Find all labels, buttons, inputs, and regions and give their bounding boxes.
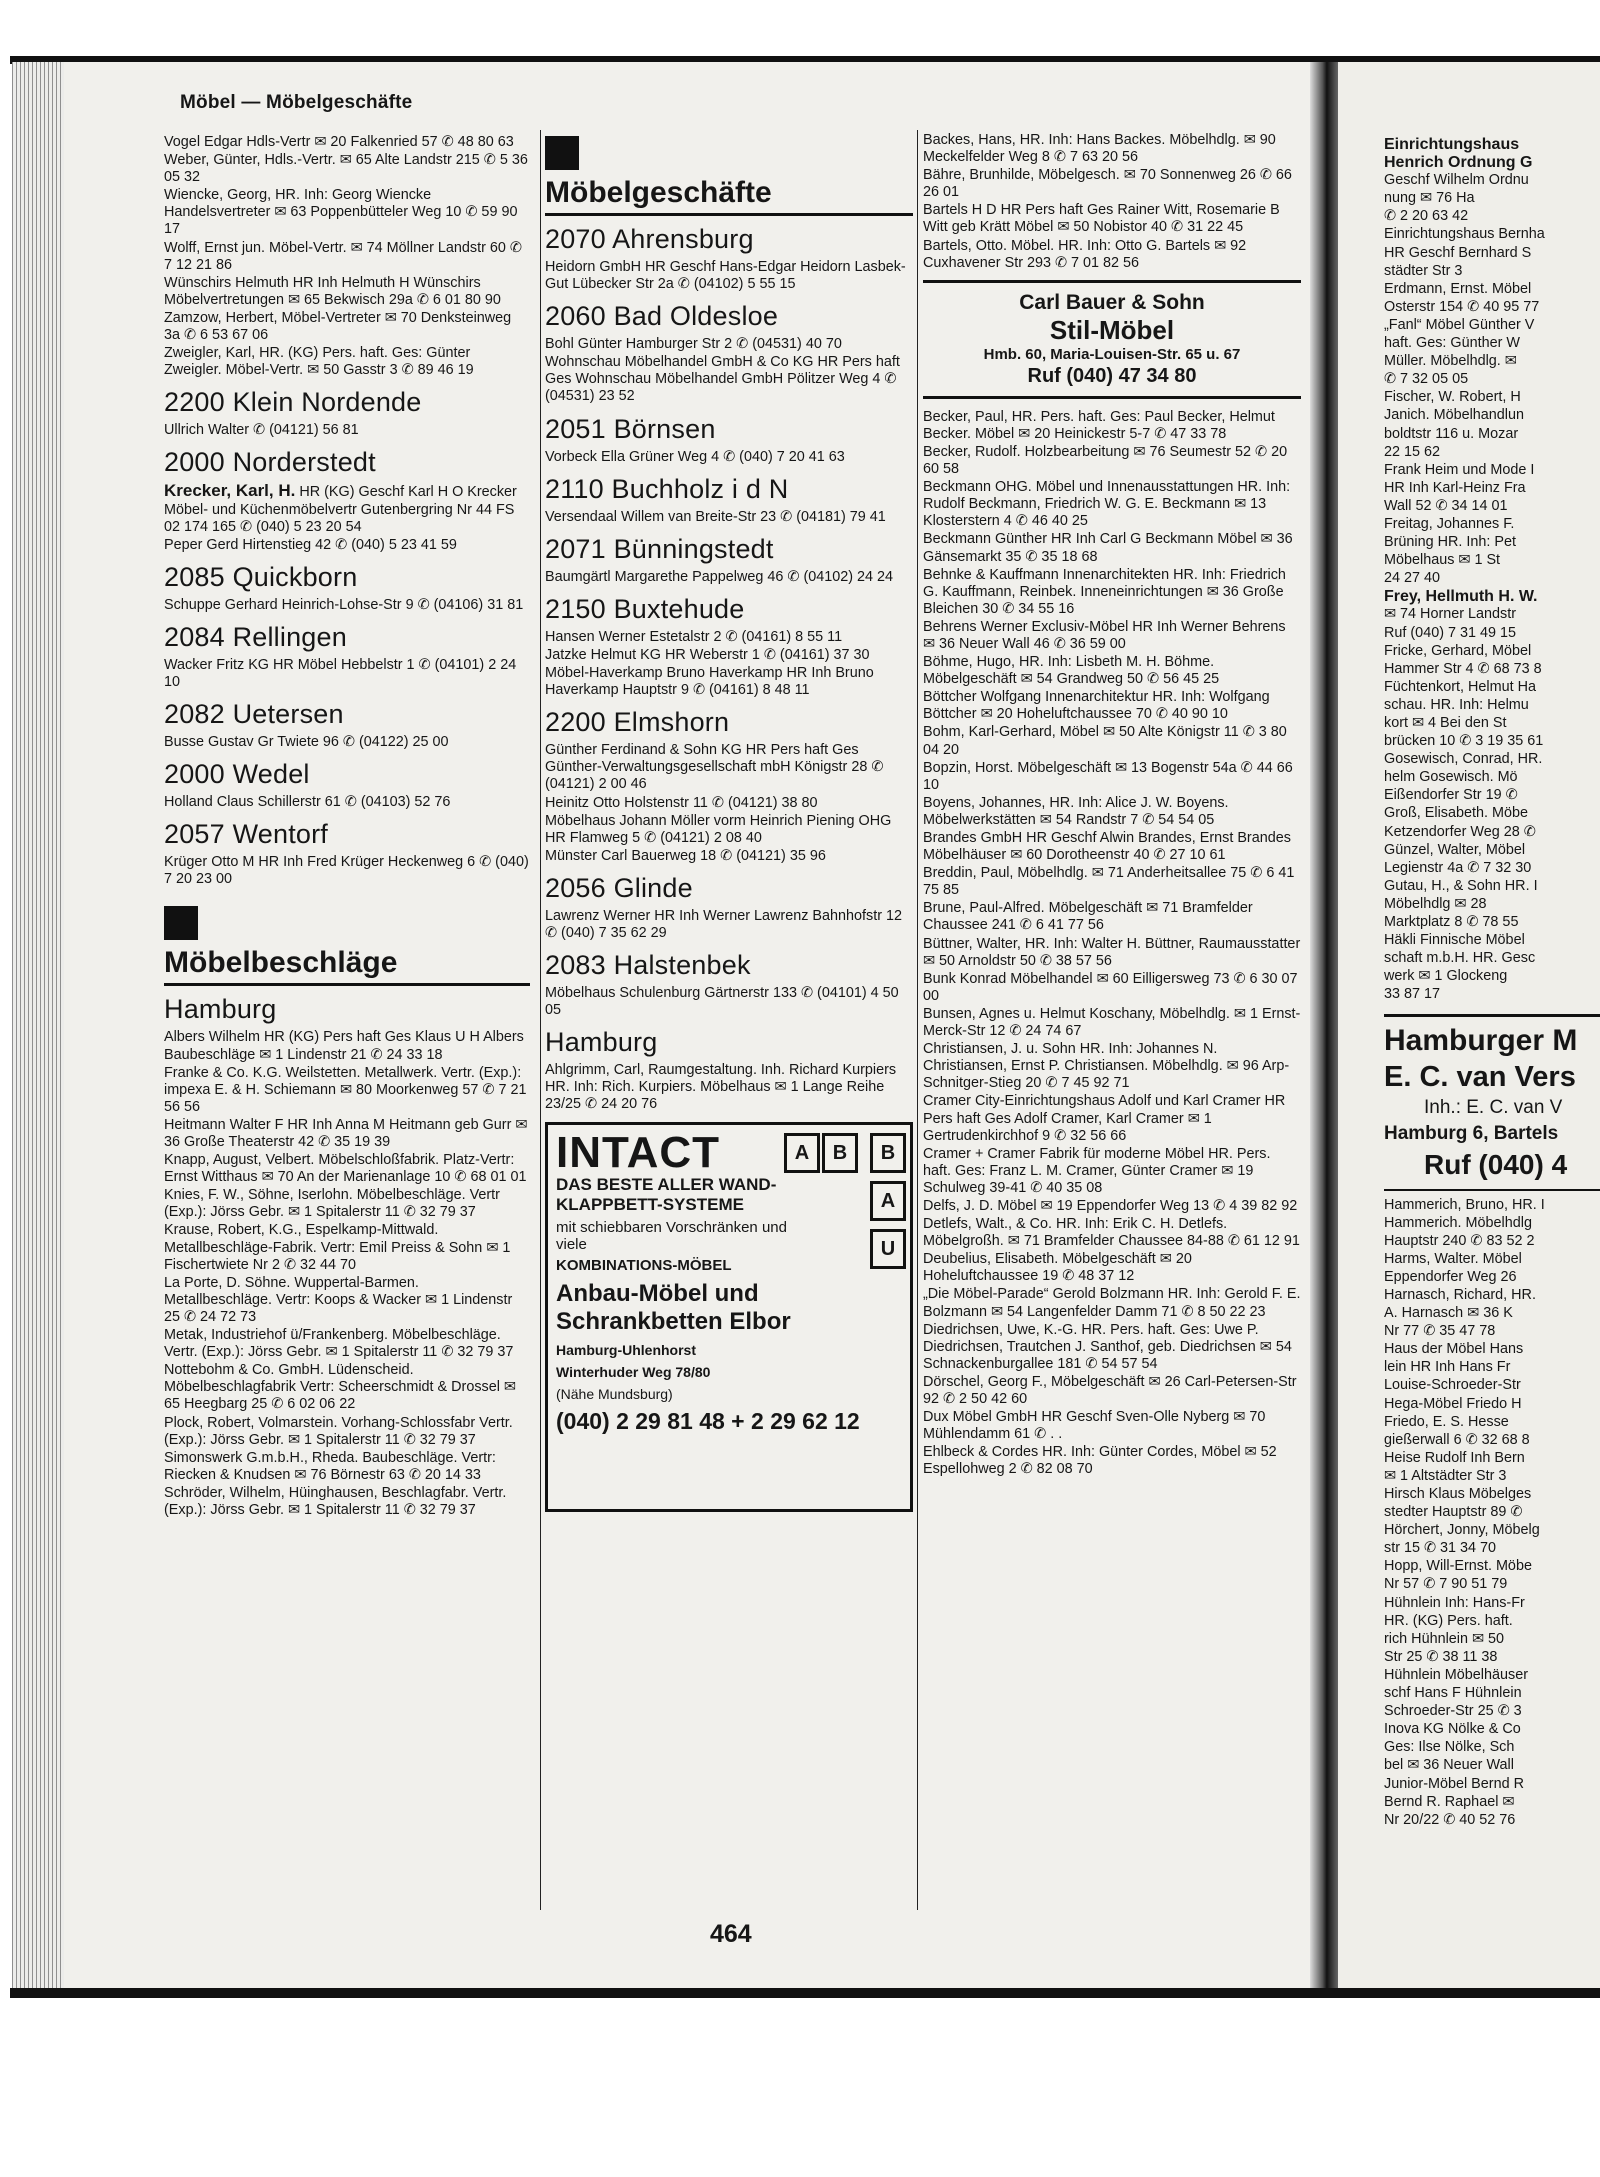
column-divider-1 [540, 130, 541, 1910]
entry: Gosewisch, Conrad, HR. [1384, 751, 1543, 768]
ad-line: Hamburg 6, Bartels [1384, 1122, 1559, 1144]
place-heading: 2150 Buxtehude [545, 593, 745, 624]
entry: Schröder, Wilhelm, Hüinghausen, Beschlagfabr. Vertr. (Exp.): Jörss Gebr. ✉ 1 Spitalerstr 11 ✆ 32 79 37 [164, 1484, 507, 1518]
entry: Fricke, Gerhard, Möbel [1384, 642, 1532, 659]
entry: Günzel, Walter, Möbel [1384, 841, 1526, 858]
entry: Harms, Walter. Möbel [1384, 1250, 1522, 1267]
section-title: Möbelbeschläge [164, 946, 530, 986]
ad-line: Ruf (040) 4 [1424, 1148, 1568, 1180]
ad-address-line: Winterhuder Weg 78/80 [556, 1363, 711, 1380]
entry: Deubelius, Elisabeth. Möbelgeschäft ✉ 20 Hoheluftchaussee 19 ✆ 48 37 12 [923, 1251, 1192, 1285]
place-heading: 2200 Klein Nordende [164, 387, 422, 418]
entry: Marktplatz 8 ✆ 78 55 [1384, 914, 1519, 931]
entry: Eißendorfer Str 19 ✆ [1384, 787, 1518, 804]
entry: schf Hans F Hühnlein [1384, 1685, 1522, 1702]
section-title: Möbelgeschäfte [545, 176, 913, 216]
entry: 22 15 62 [1384, 443, 1441, 460]
entry: Brüning HR. Inh: Pet [1384, 534, 1516, 551]
place-heading: 2000 Norderstedt [164, 447, 376, 478]
entry: Günther Ferdinand & Sohn KG HR Pers haft Ges Günther-Verwaltungsgesellschaft mbH Königstr 28 ✆ (04121) 2 00 46 [545, 742, 884, 793]
entry: Janich. Möbelhandlun [1384, 407, 1525, 424]
place-heading: 2070 Ahrensburg [545, 224, 754, 254]
entry: Bähre, Brunhilde, Möbelgesch. ✉ 70 Sonnenweg 26 ✆ 66 26 01 [923, 167, 1292, 201]
entry: Krause, Robert, K.G., Espelkamp-Mittwald. Metallbeschläge-Fabrik. Vertr: Emil Preiss & Sohn ✉ 1 Fischertwiete Nr 2 ✆ 32 44 70 [164, 1222, 511, 1273]
entry: Nr 77 ✆ 35 47 78 [1384, 1323, 1496, 1340]
entry: Ketzendorfer Weg 28 ✆ [1384, 823, 1536, 840]
entry: Inova KG Nölke & Co [1384, 1721, 1521, 1738]
entry: Baumgärtl Margarethe Pappelweg 46 ✆ (04102) 24 24 [545, 568, 894, 585]
entry: Haus der Möbel Hans [1384, 1341, 1524, 1358]
ad-address-line: Hamburg-Uhlenhorst [556, 1341, 696, 1358]
entry: rich Hühnlein ✉ 50 [1384, 1630, 1505, 1647]
place-heading: 2084 Rellingen [164, 621, 347, 652]
entry: Vorbeck Ella Grüner Weg 4 ✆ (040) 7 20 41 63 [545, 448, 845, 465]
entry: Hansen Werner Estetalstr 2 ✆ (04161) 8 55 11 [545, 628, 843, 645]
entry: Delfs, J. D. Möbel ✉ 19 Eppendorfer Weg 13 ✆ 4 39 82 92 [923, 1197, 1298, 1214]
entry: Zweigler, Karl, HR. (KG) Pers. haft. Ges: Günter Zweigler. Möbel-Vertr. ✉ 50 Gasstr 3 ✆ 89 46 19 [164, 345, 474, 379]
entry: Jatzke Helmut KG HR Weberstr 1 ✆ (04161) 37 30 [545, 646, 870, 663]
entry: Erdmann, Ernst. Möbel [1384, 280, 1532, 297]
place-heading: 2200 Elmshorn [545, 707, 730, 738]
entry: Bunsen, Agnes u. Helmut Koschany, Möbelhdlg. ✉ 1 Ernst-Merck-Str 12 ✆ 24 74 67 [923, 1005, 1301, 1040]
entry: Brandes GmbH HR Geschf Alwin Brandes, Ernst Brandes Möbelhäuser ✉ 60 Dorotheenstr 40 ✆ 27 10 61 [923, 830, 1291, 864]
entry: Becker, Paul, HR. Pers. haft. Ges: Paul Becker, Helmut Becker. Möbel ✉ 20 Heinickestr 5-7 ✆ 47 33 78 [923, 408, 1275, 442]
entry: Friedo, E. S. Hesse [1384, 1413, 1509, 1430]
entry: nung ✉ 76 Ha [1384, 190, 1475, 207]
entry: kort ✉ 4 Bei den St [1384, 715, 1507, 731]
entry: Junior-Möbel Bernd R [1384, 1775, 1524, 1792]
place-heading: 2000 Wedel [164, 759, 310, 790]
place-heading: 2056 Glinde [545, 872, 693, 903]
ad-headline: Anbau-Möbel und Schrankbetten Elbor [556, 1279, 791, 1335]
entry: Holland Claus Schillerstr 61 ✆ (04103) 52 76 [164, 794, 451, 811]
entry: Füchtenkort, Helmut Ha [1384, 678, 1536, 695]
column-divider-2 [917, 130, 918, 1910]
bauer-advertisement [923, 280, 1301, 399]
place-heading: 2110 Buchholz i d N [545, 473, 789, 504]
entry: Vogel Edgar Hdls-Vertr ✉ 20 Falkenried 57 ✆ 48 80 63 [164, 134, 514, 150]
entry-list-b [923, 409, 1301, 1479]
ad-line: E. C. van Vers [1384, 1060, 1576, 1093]
ad-subtagline-bold: KOMBINATIONS-MÖBEL [556, 1256, 732, 1274]
place-list [545, 223, 913, 1114]
entry-name-bold: Krecker, Karl, H. [164, 481, 296, 501]
column-1 [164, 134, 530, 1520]
entry-text: HR (KG) Geschf Karl H O Krecker Möbel- und Küchenmöbelvertr Gutenbergring Nr 44 FS 02 174 165 ✆ (040) 5 23 20 54 [164, 484, 517, 535]
entry: Wünschirs Helmuth HR Inh Helmuth H Wünschirs Möbelvertretungen ✉ 65 Bekwisch 29a ✆ 6 01 80 90 [164, 274, 501, 308]
entry: HR Geschf Bernhard S [1384, 244, 1532, 261]
place-heading: 2071 Bünningstedt [545, 533, 774, 564]
entry: HR. (KG) Pers. haft. [1384, 1612, 1513, 1629]
entry: Ullrich Walter ✆ (04121) 56 81 [164, 422, 359, 439]
van-vers-advertisement [1384, 1014, 1600, 1191]
entry-list-b [1384, 1197, 1600, 1829]
entry: Louise-Schroeder-Str [1384, 1377, 1521, 1394]
entry: Peper Gerd Hirtenstieg 42 ✆ (040) 5 23 41 59 [164, 536, 457, 553]
entry: Breddin, Paul, Möbelhdlg. ✉ 71 Anderheitsallee 75 ✆ 6 41 75 85 [923, 865, 1295, 899]
entry [164, 482, 530, 535]
ad-tagline: DAS BESTE ALLER WAND-KLAPPBETT-SYSTEME [556, 1174, 777, 1214]
letter-box: B [822, 1133, 858, 1173]
entry: Behnke & Kauffmann Innenarchitekten HR. Inh: Friedrich G. Kauffmann, Reinbek. Inneneinrichtungen ✉ 36 Große Bleichen 30 ✆ 34 55 16 [923, 566, 1286, 617]
entry: Busse Gustav Gr Twiete 96 ✆ (04122) 25 00 [164, 734, 449, 751]
letter-box: A [784, 1133, 820, 1173]
entry: Plock, Robert, Volmarstein. Vorhang-Schlossfabr Vertr.(Exp.): Jörss Gebr. ✉ 1 Spitalerstr 11 ✆ 32 79 37 [164, 1414, 513, 1448]
book-gutter [1310, 62, 1338, 1988]
entry: Ahlgrimm, Carl, Raumgestaltung. Inh. Richard Kurpiers HR. Inh: Rich. Kurpiers. Möbelhaus ✉ 1 Lange Reihe 23/25 ✆ 24 20 76 [545, 1062, 897, 1113]
vertical-letter-boxes [870, 1133, 902, 1277]
entry: Müller. Möbelhdlg. ✉ [1384, 353, 1517, 370]
entry: Wiencke, Georg, HR. Inh: Georg Wiencke Handelsvertreter ✉ 63 Poppenbütteler Weg 10 ✆ 59 90 17 [164, 187, 518, 238]
entry: Ruf (040) 7 31 49 15 [1384, 624, 1517, 641]
place-heading: Hamburg [545, 1027, 658, 1058]
entry: Möbelhdlg ✉ 28 [1384, 895, 1487, 912]
entry: Bernd R. Raphael ✉ [1384, 1793, 1515, 1810]
entry: gießerwall 6 ✆ 32 68 8 [1384, 1431, 1530, 1448]
ad-company-name: Carl Bauer & Sohn [1019, 290, 1205, 314]
entry: Eppendorfer Weg 26 [1384, 1268, 1517, 1285]
entry: Frank Heim und Mode I [1384, 461, 1535, 478]
entry: Str 25 ✆ 38 11 38 [1384, 1648, 1498, 1665]
place-heading: 2083 Halstenbek [545, 950, 751, 981]
entry: Heinitz Otto Holstenstr 11 ✆ (04121) 38 80 [545, 794, 818, 811]
entry: Böttcher Wolfgang Innenarchitektur HR. Inh: Wolfgang Böttcher ✉ 20 Hoheluftchaussee 70 ✆ 40 90 10 [923, 689, 1270, 723]
entry: Bopzin, Horst. Möbelgeschäft ✉ 13 Bogenstr 54a ✆ 44 66 10 [923, 759, 1293, 793]
entry: Hammerich. Möbelhdlg [1384, 1214, 1532, 1231]
entry: Fischer, W. Robert, H [1384, 389, 1521, 406]
entry: Freitag, Johannes F. [1384, 515, 1515, 532]
entry: boldtstr 116 u. Mozar [1384, 425, 1519, 442]
entry: Dux Möbel GmbH HR Geschf Sven-Olle Nyberg ✉ 70 Mühlendamm 61 ✆ . . [923, 1409, 1266, 1443]
entry: Hirsch Klaus Möbelges [1384, 1486, 1532, 1502]
entry: Versendaal Willem van Breite-Str 23 ✆ (04181) 79 41 [545, 508, 886, 525]
entry: stedter Hauptstr 89 ✆ [1384, 1504, 1523, 1521]
entry: helm Gosewisch. Mö [1384, 769, 1518, 786]
entry: Backes, Hans, HR. Inh: Hans Backes. Möbelhdlg. ✉ 90 Meckelfelder Weg 8 ✆ 7 63 20 56 [923, 132, 1276, 166]
entry: Böhme, Hugo, HR. Inh: Lisbeth M. H. Böhme. Möbelgeschäft ✉ 54 Grandweg 50 ✆ 56 45 25 [923, 654, 1220, 688]
entry: Hauptstr 240 ✆ 83 52 2 [1384, 1232, 1535, 1249]
entry: Bohl Günter Hamburger Str 2 ✆ (04531) 40 70 [545, 336, 842, 353]
entry: Hammer Str 4 ✆ 68 73 8 [1384, 660, 1542, 677]
entry: Bartels, Otto. Möbel. HR. Inh: Otto G. Bartels ✉ 92 Cuxhavener Str 293 ✆ 7 01 82 56 [923, 237, 1247, 271]
place-heading: 2082 Uetersen [164, 699, 344, 730]
entry: Osterstr 154 ✆ 40 95 77 [1384, 298, 1540, 315]
entry: 24 27 40 [1384, 570, 1441, 587]
entry: ✆ 2 20 63 42 [1384, 208, 1469, 225]
entry: Knapp, August, Velbert. Möbelschloßfabrik. Platz-Vertr: Ernst Witthaus ✉ 70 An der Marienanlage 10 ✆ 68 01 01 [164, 1152, 527, 1186]
entry: ✆ 7 32 05 05 [1384, 371, 1469, 388]
entry: Simonswerk G.m.b.H., Rheda. Baubeschläge. Vertr: Riecken & Knudsen ✉ 76 Börnestr 63 ✆ 20 14 33 [164, 1449, 496, 1483]
column-4-right-page [1384, 136, 1600, 1830]
entry: Möbelhaus Johann Möller vorm Heinrich Piening OHG HR Flamweg 5 ✆ (04121) 2 08 40 [545, 812, 892, 846]
entry: Schuppe Gerhard Heinrich-Lohse-Str 9 ✆ (04106) 31 81 [164, 596, 524, 613]
entry: Ges: Ilse Nölke, Sch [1384, 1739, 1515, 1756]
entry: Weber, Günter, Hdls.-Vertr. ✉ 65 Alte Landstr 215 ✆ 5 36 05 32 [164, 152, 528, 186]
entry: Legienstr 4a ✆ 7 32 30 [1384, 859, 1532, 876]
entry: Harnasch, Richard, HR. [1384, 1286, 1536, 1303]
entry: städter Str 3 [1384, 262, 1463, 279]
ad-headline: Stil-Möbel [1049, 314, 1175, 345]
entry: Behrens Werner Exclusiv-Möbel HR Inh Werner Behrens ✉ 36 Neuer Wall 46 ✆ 36 59 00 [923, 618, 1286, 652]
entry: Einrichtungshaus [1384, 136, 1520, 153]
entry: Schroeder-Str 25 ✆ 3 [1384, 1703, 1522, 1720]
ad-address: Hmb. 60, Maria-Louisen-Str. 65 u. 67 [983, 345, 1241, 363]
entry: Hopp, Will-Ernst. Möbe [1384, 1558, 1532, 1575]
entry: Wacker Fritz KG HR Möbel Hebbelstr 1 ✆ (04101) 2 24 10 [164, 656, 517, 690]
entry: Möbelhaus ✉ 1 St [1384, 552, 1501, 569]
entry: „Fanl“ Möbel Günther V [1384, 316, 1535, 333]
place-heading: 2051 Börnsen [545, 413, 716, 444]
entry: Hühnlein Inh: Hans-Fr [1384, 1594, 1525, 1611]
entry: Wolff, Ernst jun. Möbel-Vertr. ✉ 74 Möllner Landstr 60 ✆ 7 12 21 86 [164, 239, 522, 273]
section-mobelbeschlaege [164, 902, 530, 986]
ad-telephone: Ruf (040) 47 34 80 [1027, 364, 1197, 387]
place-heading: Hamburg [164, 994, 277, 1025]
entry: Krüger Otto M HR Inh Fred Krüger Heckenweg 6 ✆ (040) 7 20 23 00 [164, 854, 529, 888]
entry: Büttner, Walter, HR. Inh: Walter H. Büttner, Raumausstatter ✉ 50 Arnoldstr 50 ✆ 38 57 56 [923, 935, 1301, 969]
entry: Cramer + Cramer Fabrik für moderne Möbel HR. Pers. haft. Ges: Franz L. M. Cramer, Günter Cramer ✉ 19 Schulweg 39-41 ✆ 40 35 08 [923, 1145, 1271, 1196]
entry: Becker, Rudolf. Holzbearbeitung ✉ 76 Seumestr 52 ✆ 20 60 58 [923, 443, 1288, 478]
entry: Albers Wilhelm HR (KG) Pers haft Ges Klaus U H Albers Baubeschläge ✉ 1 Lindenstr 21 ✆ 24 33 18 [164, 1029, 524, 1063]
entry: Geschf Wilhelm Ordnu [1384, 172, 1529, 189]
entry: Häkli Finnische Möbel [1384, 932, 1525, 949]
entry: ✉ 1 Altstädter Str 3 [1384, 1467, 1507, 1484]
place-heading: 2085 Quickborn [164, 561, 358, 592]
entry: Wohnschau Möbelhandel GmbH & Co KG HR Pers haft Ges Wohnschau Möbelhandel GmbH Pölitzer Weg 4 ✆ (04531) 23 52 [545, 354, 900, 405]
place-heading: 2060 Bad Oldesloe [545, 301, 779, 332]
entry: Ehlbeck & Cordes HR. Inh: Günter Cordes, Möbel ✉ 52 Espellohweg 2 ✆ 82 08 70 [923, 1444, 1277, 1478]
entry: Boyens, Johannes, HR. Inh: Alice J. W. Boyens. Möbelwerkstätten ✉ 54 Randstr 7 ✆ 54 54 05 [923, 794, 1229, 828]
entry: Heise Rudolf Inh Bern [1384, 1449, 1525, 1466]
entry-list-top [164, 134, 530, 379]
entry: Christiansen, J. u. Sohn HR. Inh: Johannes N. Christiansen, Ernst P. Christiansen. Möbelhdlg. ✉ 96 Arp-Schnitger-Stieg 20 ✆ 7 45 92 71 [923, 1041, 1290, 1092]
place-heading: 2057 Wentorf [164, 819, 329, 850]
entry: lein HR Inh Hans Fr [1384, 1359, 1511, 1376]
ad-brand: INTACT [556, 1127, 721, 1177]
entry-list-a [923, 132, 1301, 272]
column-2 [545, 132, 913, 1512]
entry: A. Harnasch ✉ 36 K [1384, 1305, 1513, 1322]
entry: Brune, Paul-Alfred. Möbelgeschäft ✉ 71 Bramfelder Chaussee 241 ✆ 6 41 77 56 [923, 900, 1253, 934]
ad-letter-boxes [784, 1133, 902, 1260]
entry: Frey, Hellmuth H. W. [1384, 588, 1538, 606]
letter-box: B [870, 1133, 906, 1173]
entry: Groß, Elisabeth. Möbe [1384, 805, 1528, 822]
entry: Lawrenz Werner HR Inh Werner Lawrenz Bahnhofstr 12 ✆ (040) 7 35 62 29 [545, 907, 903, 941]
entry: Beckmann Günther HR Inh Carl G Beckmann Möbel ✉ 36 Gänsemarkt 35 ✆ 35 18 68 [923, 531, 1293, 565]
ad-subtagline: mit schiebbaren Vorschränken und viele [556, 1218, 787, 1253]
entry: Franke & Co. K.G. Weilstetten. Metallwerk. Vertr. (Exp.): impexa E. & H. Schiemann ✉ 80 Moorkenweg 57 ✆ 7 21 56 56 [164, 1064, 527, 1115]
entry: Detlefs, Walt., & Co. HR. Inh: Erik C. H. Detlefs. Möbelgroßh. ✉ 71 Bramfelder Chaussee 84-88 ✆ 61 12 91 [923, 1216, 1300, 1250]
ad-line: Hamburger M [1384, 1023, 1578, 1057]
entry: Nottebohm & Co. GmbH. Lüdenscheid. Möbelbeschlagfabrik Vertr: Scheerschmidt & Drossel ✉ 65 Heegbarg 25 ✆ 6 02 06 22 [164, 1362, 516, 1413]
entry: Möbel-Haverkamp Bruno Haverkamp HR Inh Bruno Haverkamp Hauptstr 9 ✆ (04161) 8 48 11 [545, 665, 874, 699]
entry: Bartels H D HR Pers haft Ges Rainer Witt, Rosemarie B Witt geb Krätt Möbel ✉ 50 Nobistor 40 ✆ 31 22 45 [923, 202, 1280, 236]
entry: Beckmann OHG. Möbel und Innenausstattungen HR. Inh: Rudolf Beckmann, Friedrich W. G. E. Beckmann ✉ 13 Klosterstern 4 ✆ 46 40 25 [923, 479, 1291, 530]
section-marker-square [164, 906, 198, 940]
page-header: Möbel — Möbelgeschäfte [180, 92, 413, 113]
entry: schau. HR. Inh: Helmu [1384, 696, 1529, 713]
entry: Zamzow, Herbert, Möbel-Vertreter ✉ 70 Denksteinweg 3a ✆ 6 53 67 06 [164, 309, 512, 344]
divider [1384, 1189, 1600, 1191]
entry: Bohm, Karl-Gerhard, Möbel ✉ 50 Alte Königstr 11 ✆ 3 80 04 20 [923, 724, 1287, 758]
entry: Hühnlein Möbelhäuser [1384, 1666, 1528, 1683]
ad-address-line: (Nähe Mundsburg) [556, 1385, 673, 1402]
section-marker-square [545, 136, 579, 170]
entry: „Die Möbel-Parade“ Gerold Bolzmann HR. Inh: Gerold F. E. Bolzmann ✉ 54 Langenfelder Damm 71 ✆ 8 50 22 23 [923, 1286, 1301, 1320]
entry: Heitmann Walter F HR Inh Anna M Heitmann geb Gurr ✉ 36 Große Theaterstr 42 ✆ 35 19 39 [164, 1116, 528, 1150]
entry: Nr 57 ✆ 7 90 51 79 [1384, 1576, 1508, 1593]
entry: bel ✉ 36 Neuer Wall [1384, 1757, 1514, 1774]
entry: haft. Ges: Günther W [1384, 335, 1520, 352]
entry: Nr 20/22 ✆ 40 52 76 [1384, 1811, 1516, 1828]
letter-box: A [870, 1181, 906, 1221]
entry: Hega-Möbel Friedo H [1384, 1395, 1522, 1412]
entry: 33 87 17 [1384, 986, 1441, 1003]
entry: Heidorn GmbH HR Geschf Hans-Edgar Heidorn Lasbek-Gut Lübecker Str 2a ✆ (04102) 5 55 15 [545, 259, 906, 293]
entry: Henrich Ordnung G [1384, 154, 1533, 172]
entry: HR Inh Karl-Heinz Fra [1384, 479, 1526, 496]
entry: schaft m.b.H. HR. Gesc [1384, 950, 1536, 967]
intact-advertisement [545, 1122, 913, 1512]
ad-line: Inh.: E. C. van V [1424, 1096, 1563, 1118]
scan-border-bottom [10, 1988, 1600, 1998]
section-mobelgeschaefte [545, 132, 913, 216]
entry: Möbelhaus Schulenburg Gärtnerstr 133 ✆ (04101) 4 50 05 [545, 985, 899, 1019]
entry: Einrichtungshaus Bernha [1384, 226, 1545, 243]
column-3 [923, 132, 1301, 1479]
page-edge-stack [12, 62, 64, 1988]
entry: La Porte, D. Söhne. Wuppertal-Barmen. Metallbeschläge. Vertr: Koops & Wacker ✉ 1 Lindenstr 25 ✆ 24 72 73 [164, 1274, 513, 1325]
entry: werk ✉ 1 Glockeng [1384, 968, 1508, 985]
entry: str 15 ✆ 31 34 70 [1384, 1540, 1497, 1557]
page-number: 464 [710, 1920, 752, 1948]
entry: Wall 52 ✆ 34 14 01 [1384, 497, 1508, 514]
entry-list-a [1384, 136, 1600, 1004]
entry: Hörchert, Jonny, Möbelg [1384, 1522, 1540, 1539]
entry: Knies, F. W., Söhne, Iserlohn. Möbelbeschläge. Vertr (Exp.): Jörss Gebr. ✉ 1 Spitalerstr 11 ✆ 32 79 37 [164, 1187, 500, 1221]
entry: Gutau, H., & Sohn HR. I [1384, 877, 1538, 894]
entry: Hammerich, Bruno, HR. I [1384, 1196, 1545, 1213]
entry: brücken 10 ✆ 3 19 35 61 [1384, 733, 1544, 750]
entry: Bunk Konrad Möbelhandel ✉ 60 Eilligersweg 73 ✆ 6 30 07 00 [923, 970, 1298, 1004]
entry: ✉ 74 Horner Landstr [1384, 606, 1517, 623]
entry: Cramer City-Einrichtungshaus Adolf und Karl Cramer HR Pers haft Ges Adolf Cramer, Karl Cramer ✉ 1 Gertrudenkirchhof 9 ✆ 32 56 66 [923, 1093, 1286, 1144]
entry: Metak, Industriehof ü/Frankenberg. Möbelbeschläge. Vertr. (Exp.): Jörss Gebr. ✉ 1 Spitalerstr 11 ✆ 32 79 37 [164, 1327, 514, 1361]
entry-list-hamburg [164, 1029, 530, 1519]
ad-telephone: (040) 2 29 81 48 + 2 29 62 12 [556, 1407, 860, 1434]
letter-box: U [870, 1229, 906, 1269]
entry: Diedrichsen, Uwe, K.-G. HR. Pers. haft. Ges: Uwe P. Diedrichsen, Trautchen J. Santhof, geb. Diedrichsen ✉ 54 Schnackenburgallee 181 ✆ 54 57 54 [923, 1321, 1292, 1372]
entry: Münster Carl Bauerweg 18 ✆ (04121) 35 96 [545, 847, 826, 864]
entry: Dörschel, Georg F., Möbelgeschäft ✉ 26 Carl-Petersen-Str 92 ✆ 2 50 42 60 [923, 1373, 1297, 1407]
